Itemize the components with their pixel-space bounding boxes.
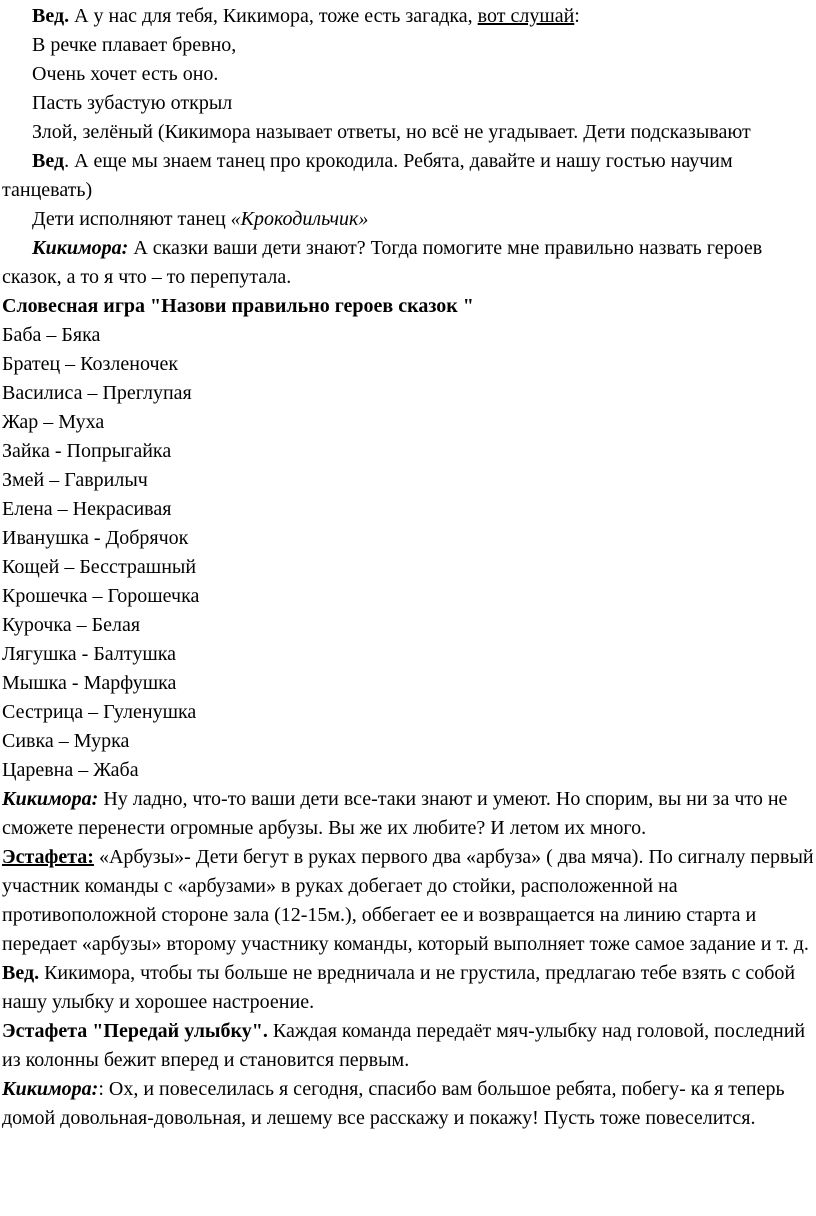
hero-item: Братец – Козленочек — [2, 353, 179, 375]
game-title: Словесная игра "Назови правильно героев сказок " — [2, 295, 474, 317]
paragraph-relay-watermelons — [2, 843, 814, 959]
paragraph-text: : Ох, и повеселилась я сегодня, спасибо вам большое ребята, побегу- ка я теперь домой довольная-довольная, и лешему все расскажу и покажу! Пусть тоже повеселится. — [2, 1078, 785, 1129]
underlined-phrase: вот слушай — [477, 5, 575, 27]
riddle-line: Пасть зубастую открыл — [32, 92, 233, 114]
paragraph-kikimora-question — [2, 234, 814, 292]
paragraph-host-smile — [2, 959, 814, 1017]
speaker-label: Вед. — [2, 962, 40, 984]
paragraph-text: Каждая команда передаёт мяч-улыбку над головой, последний из колонны бежит вперед и становится первым. — [2, 1020, 806, 1071]
paragraph-text: Ну ладно, что-то ваши дети все-таки знают и умеют. Но спорим, вы ни за что не сможете перенести огромные арбузы. Вы же их любите? И летом их много. — [2, 788, 788, 839]
hero-item: Елена – Некрасивая — [2, 498, 172, 520]
relay-label: Эстафета: — [2, 846, 94, 868]
hero-item: Змей – Гаврилыч — [2, 469, 148, 491]
hero-item: Царевна – Жаба — [2, 759, 139, 781]
hero-item: Кощей – Бесстрашный — [2, 556, 197, 578]
hero-item: Крошечка – Горошечка — [2, 585, 200, 607]
hero-item: Баба – Бяка — [2, 324, 101, 346]
speaker-label: Вед — [32, 150, 65, 172]
paragraph-text: «Арбузы»- Дети бегут в руках первого два «арбуза» ( два мяча). По сигналу первый участник команды с «арбузами» в руках добегает до стойки, расположенной на противоположной стороне зала (12-15м.), оббегает ее и возвращается на линию старта и передает «арбузы» второму участнику команды, который выполняет тоже самое задание и т. д. — [2, 846, 814, 955]
speaker-label: Кикимора: — [2, 788, 99, 810]
paragraph-dance — [2, 205, 814, 234]
riddle-line: Очень хочет есть оно. — [32, 63, 219, 85]
hero-item: Зайка - Попрыгайка — [2, 440, 172, 462]
riddle-line: В речке плавает бревно, — [32, 34, 237, 56]
paragraph-text: . А еще мы знаем танец про крокодила. Ребята, давайте и нашу гостью научим танцевать) — [2, 150, 733, 201]
speaker-label: Вед. — [32, 5, 70, 27]
paragraph-relay-smile — [2, 1017, 814, 1075]
hero-item: Сивка – Мурка — [2, 730, 130, 752]
hero-item: Курочка – Белая — [2, 614, 141, 636]
paragraph-riddle-intro — [2, 2, 814, 31]
paragraph-text: Дети исполняют танец — [32, 208, 231, 230]
paragraph-kikimora-farewell — [2, 1075, 814, 1133]
hero-item: Иванушка - Добрячок — [2, 527, 189, 549]
speaker-label: Кикимора: — [32, 237, 129, 259]
hero-item: Лягушка - Балтушка — [2, 643, 177, 665]
hero-item: Жар – Муха — [2, 411, 105, 433]
punctuation: : — [574, 5, 580, 27]
dance-name: «Крокодильчик» — [230, 208, 369, 230]
riddle-line: Злой, зелёный (Кикимора называет ответы, но всё не угадывает. Дети подсказывают — [32, 121, 751, 143]
speaker-label: Кикимора: — [2, 1078, 99, 1100]
paragraph-text: А сказки ваши дети знают? Тогда помогите мне правильно назвать героев сказок, а то я что – то перепутала. — [2, 237, 763, 288]
paragraph-text: Кикимора, чтобы ты больше не вредничала и не грустила, предлагаю тебе взять с собой нашу улыбку и хорошее настроение. — [2, 962, 796, 1013]
hero-item: Василиса – Преглупая — [2, 382, 192, 404]
relay-label: Эстафета "Передай улыбку". — [2, 1020, 268, 1042]
paragraph-kikimora-watermelons — [2, 785, 814, 843]
hero-item: Мышка - Марфушка — [2, 672, 177, 694]
paragraph-dance-intro — [2, 147, 814, 205]
paragraph-text: А у нас для тебя, Кикимора, тоже есть загадка, — [69, 5, 478, 27]
hero-item: Сестрица – Гуленушка — [2, 701, 197, 723]
